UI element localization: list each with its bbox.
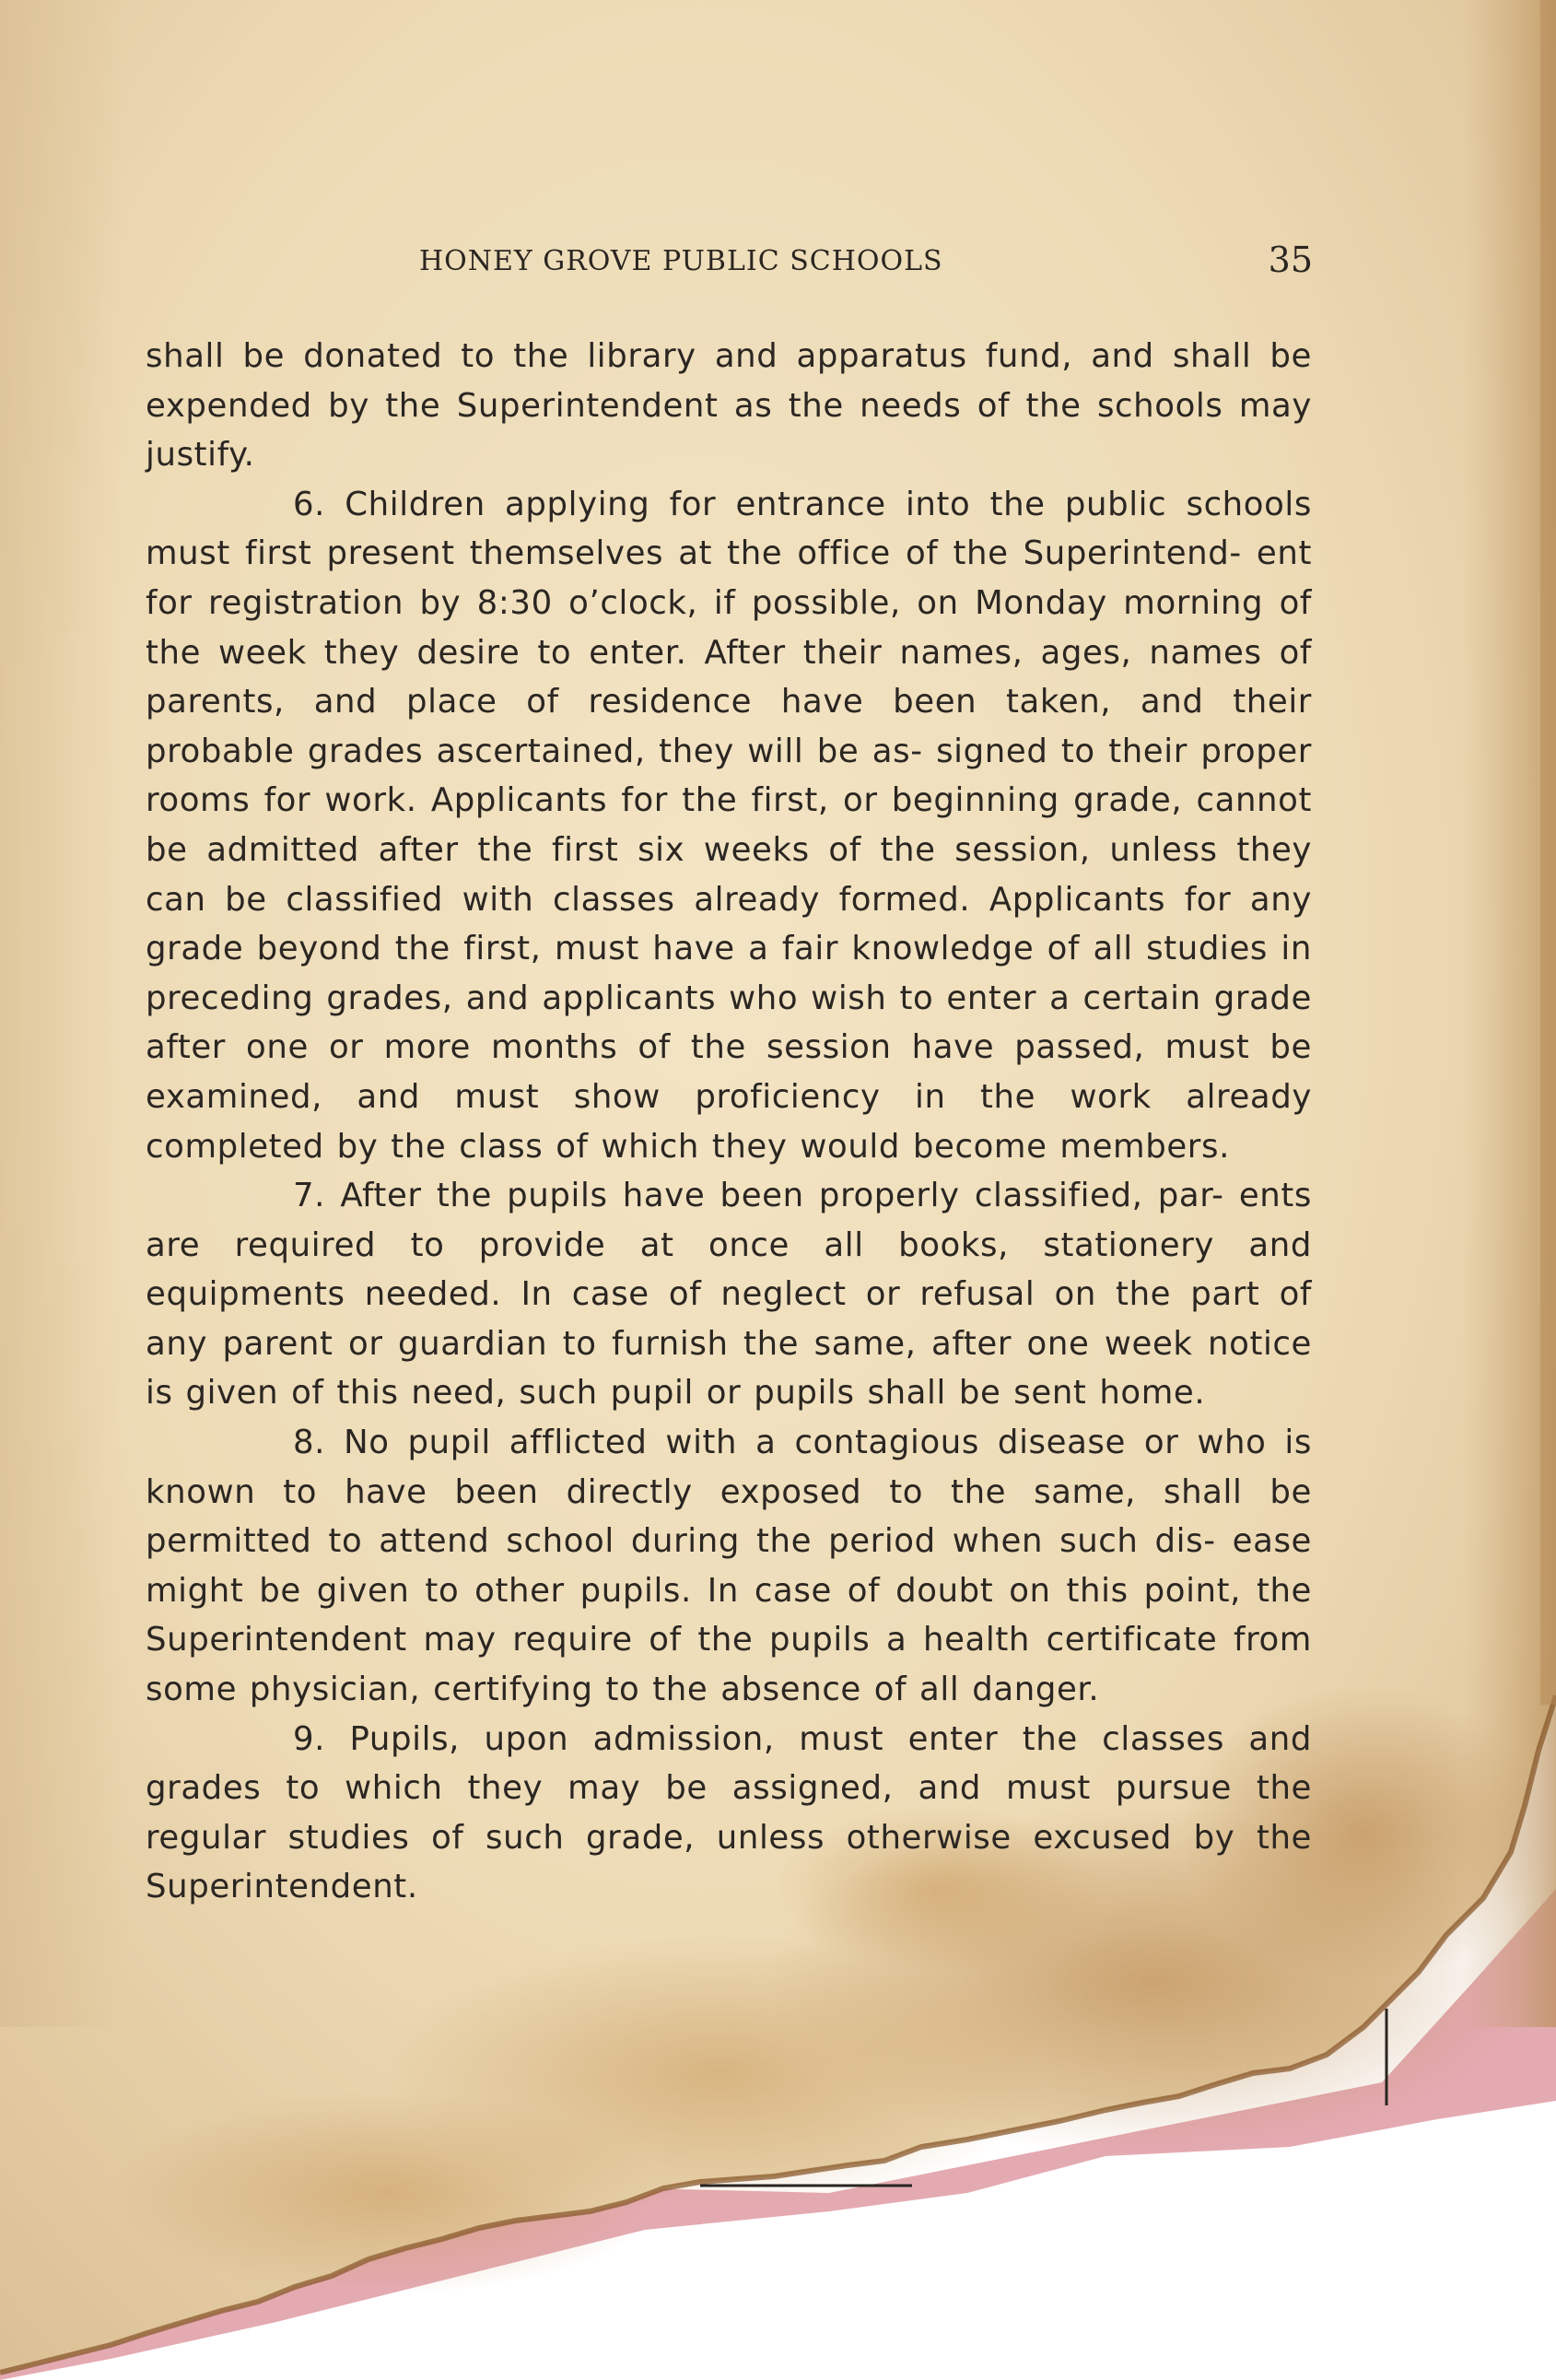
rule-paragraph-8 <box>146 1418 1312 1715</box>
paragraph-text: Children applying for entrance into the public schools must first present themselves at the office of the Superintend- ent for registration by 8:30 o’clock, if possible, on Monday morning of the week they desire to enter. After their names, ages, names of parents, and place of residence have been taken, and their probable grades ascertained, they will be as- signed to their proper rooms for work. Applicants for the first, or beginning grade, cannot be admitted after the first six weeks of the session, unless they can be classified with classes already formed. Applicants for any grade beyond the first, must have a fair knowledge of all studies in preceding grades, and applicants who wish to enter a certain grade after one or more months of the session have passed, must be examined, and must show proficiency in the work already completed by the class of which they would become members. <box>146 485 1312 1166</box>
paragraph-text: Pupils, upon admission, must enter the classes and grades to which they may be assigned, and must pursue the regular studies of such grade, unless otherwise excused by the Superintendent. <box>146 1719 1312 1906</box>
body-text <box>146 332 1312 1912</box>
spine-shadow <box>1540 0 1556 1705</box>
page-number: 35 <box>1268 240 1313 280</box>
page-header <box>147 238 1313 284</box>
rule-paragraph-9 <box>146 1715 1312 1912</box>
running-head: HONEY GROVE PUBLIC SCHOOLS <box>419 245 943 277</box>
stain-mark <box>111 2092 663 2294</box>
rule-number: 6. <box>293 485 326 523</box>
rule-number: 9. <box>293 1719 326 1758</box>
paragraph-text: After the pupils have been properly classified, par- ents are required to provide at once all books, stationery and equipments needed. In case of neglect or refusal on the part of any parent or guardian to furnish the same, after one week notice is given of this need, such pupil or pupils shall be sent home. <box>146 1177 1312 1413</box>
rule-paragraph-7 <box>146 1171 1312 1418</box>
rule-number: 7. <box>293 1177 326 1215</box>
paragraph-continuation <box>146 332 1312 480</box>
rule-paragraph-6 <box>146 480 1312 1171</box>
paragraph-text: shall be donated to the library and apparatus fund, and shall be expended by the Superintendent as the needs of the schools may justify. <box>146 337 1312 475</box>
paragraph-text: No pupil afflicted with a contagious disease or who is known to have been directly exposed to the same, shall be permitted to attend school during the period when such dis- ease might be given to other pupils. In case of doubt on this point, the Superintendent may require of the pupils a health certificate from some physician, certifying to the absence of all danger. <box>146 1424 1312 1709</box>
rule-number: 8. <box>293 1424 326 1462</box>
